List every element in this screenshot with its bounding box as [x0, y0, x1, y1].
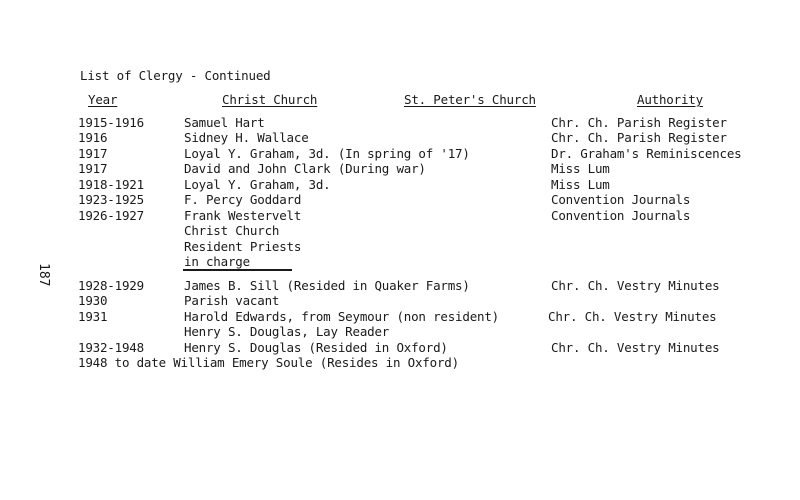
- subheading-line: Christ Church: [184, 223, 280, 238]
- row-year: 1928-1929: [78, 278, 144, 293]
- row-name: James B. Sill (Resided in Quaker Farms): [184, 278, 470, 293]
- row-authority: Convention Journals: [551, 192, 691, 207]
- header-christ-church: Christ Church: [222, 92, 318, 107]
- subheading-line: in charge: [184, 254, 250, 269]
- row-authority: Chr. Ch. Vestry Minutes: [551, 340, 720, 355]
- row-name: Parish vacant: [184, 293, 280, 308]
- row-authority: Convention Journals: [551, 208, 691, 223]
- row-authority: Dr. Graham's Reminiscences: [551, 146, 742, 161]
- row-name: Loyal Y. Graham, 3d.: [184, 177, 331, 192]
- row-name: Sidney H. Wallace: [184, 130, 309, 145]
- row-name: Frank Westervelt: [184, 208, 302, 223]
- row-authority: Chr. Ch. Parish Register: [551, 130, 727, 145]
- row-name: Samuel Hart: [184, 115, 265, 130]
- row-year: 1915-1916: [78, 115, 144, 130]
- row-year: 1917: [78, 161, 108, 176]
- header-authority: Authority: [637, 92, 703, 107]
- row-name: Henry S. Douglas (Resided in Oxford): [184, 340, 448, 355]
- row-name: Loyal Y. Graham, 3d. (In spring of '17): [184, 146, 470, 161]
- subheading-line: Resident Priests: [184, 239, 302, 254]
- row-name: F. Percy Goddard: [184, 192, 302, 207]
- row-authority: Chr. Ch. Vestry Minutes: [551, 278, 720, 293]
- row-year: 1917: [78, 146, 108, 161]
- final-line: 1948 to date William Emery Soule (Resides in Oxford): [78, 355, 459, 370]
- row-year: 1926-1927: [78, 208, 144, 223]
- row-year: 1918-1921: [78, 177, 144, 192]
- subheading-rule: [183, 269, 292, 271]
- row-year: 1931: [78, 309, 108, 324]
- row-authority: Chr. Ch. Vestry Minutes: [548, 309, 717, 324]
- row-year: 1930: [78, 293, 108, 308]
- row-authority: Miss Lum: [551, 161, 610, 176]
- row-authority: Miss Lum: [551, 177, 610, 192]
- page-title: List of Clergy - Continued: [80, 68, 271, 83]
- header-year: Year: [88, 92, 118, 107]
- row-authority: Chr. Ch. Parish Register: [551, 115, 727, 130]
- row-name: Harold Edwards, from Seymour (non resident): [184, 309, 500, 324]
- row-year: 1916: [78, 130, 108, 145]
- row-year: 1932-1948: [78, 340, 144, 355]
- row-name: David and John Clark (During war): [184, 161, 426, 176]
- header-st-peters: St. Peter's Church: [404, 92, 536, 107]
- page-number: 187: [36, 263, 51, 287]
- row-name: Henry S. Douglas, Lay Reader: [184, 324, 390, 339]
- row-year: 1923-1925: [78, 192, 144, 207]
